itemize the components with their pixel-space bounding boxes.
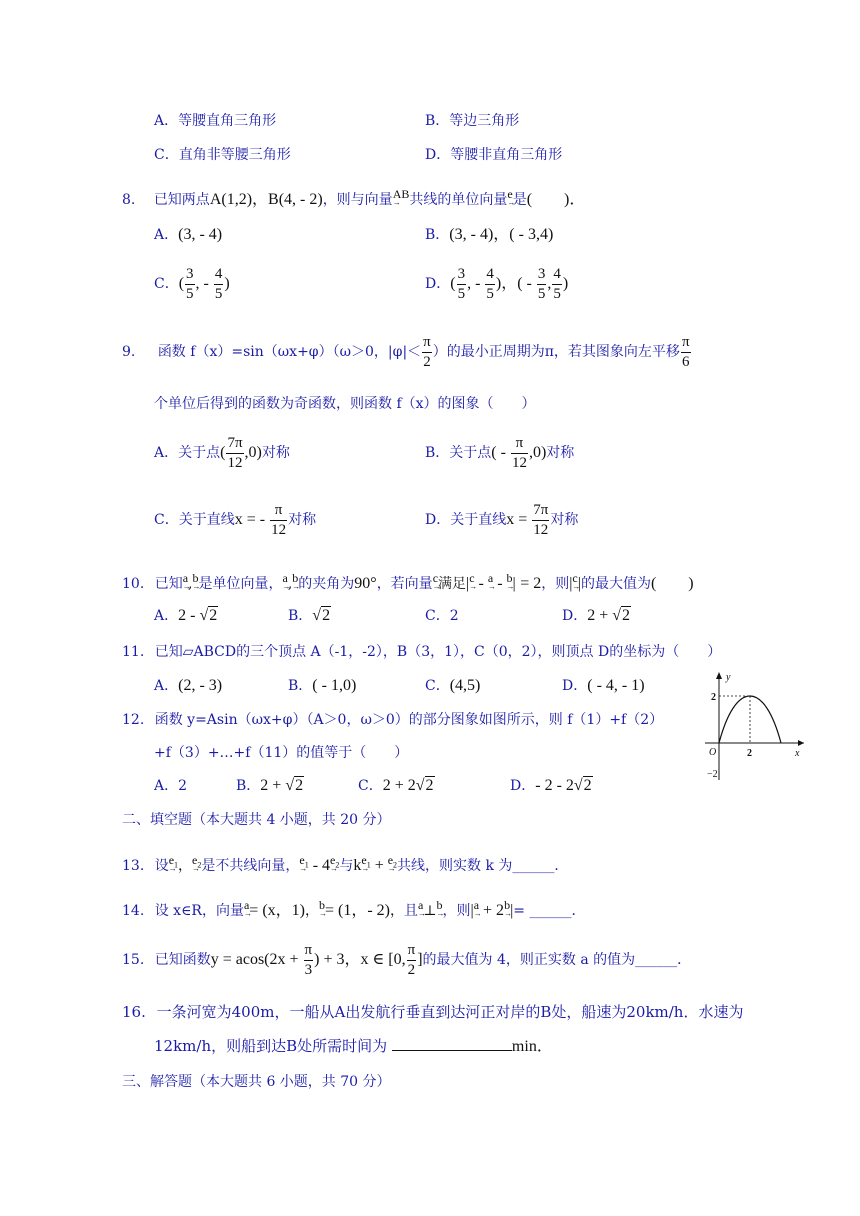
fraction: $\frac{\pi}{6}$: [681, 333, 690, 370]
section-3-heading: 三、解答题（本大题共 6 小题，共 70 分）: [122, 1074, 391, 1090]
section-2-heading: 二、填空题（本大题共 4 小题，共 20 分）: [122, 812, 391, 828]
q14-stem: 14. 设 x∈R，向量a →= (x，1)，b →= (1，- 2)，且a →⊥b →，则|a → + 2b →|= ______．: [122, 895, 585, 921]
q12-stem: 12. 函数 y=Asin（ωx+φ）（A＞0，ω＞0）的部分图象如图所示，则 f（1）+f（2）: [122, 712, 664, 728]
q11-number: 11.: [122, 644, 145, 660]
q11-option-b: B．( - 1,0): [288, 677, 357, 694]
fraction: $\frac{3}{5}$: [457, 265, 466, 302]
fraction: $\frac{\pi}{2}$: [407, 941, 416, 978]
fraction: $\frac{\pi}{3}$: [304, 941, 313, 978]
q9-option-c: C．关于直线x = - $\frac{\pi}{12}$ 对称: [154, 501, 317, 538]
fraction: $\frac{4}{5}$: [486, 265, 494, 302]
origin-label: O: [709, 747, 717, 758]
q9-option-a: A．关于点( $\frac{7\pi}{12}$ ,0)对称: [154, 434, 290, 471]
y-axis-arrow: [716, 672, 722, 679]
q8-option-b: B．(3, - 4)，( - 3,4): [425, 226, 554, 243]
x-axis-arrow: [798, 740, 804, 746]
fraction: $\frac{\pi}{12}$: [271, 501, 287, 538]
q8-option-d: D．( $\frac{3}{5}$ , - $\frac{4}{5}$ )，( - $\frac{3}{5}$ , $\frac{4}{5}$ ): [425, 265, 569, 302]
q9-option-b: B．关于点( - $\frac{\pi}{12}$ ,0)对称: [425, 434, 575, 471]
q15-number: 15.: [122, 952, 145, 968]
q11-option-a: A．(2, - 3): [154, 677, 223, 694]
q8-points: A(1,2)，B(4, - 2): [209, 191, 323, 208]
vector-ab: AB →: [393, 184, 410, 204]
q12-option-d: D．- 2 - 2√2: [510, 777, 592, 794]
q11-option-d: D．( - 4, - 1): [562, 677, 645, 694]
q10-stem: 10. 已知a →,b →是单位向量，a →,b →的夹角为90°，若向量c →满足|c → - a → - b →| = 2，则|c →|的最大值为( ): [122, 568, 694, 594]
x-axis-label: x: [795, 748, 800, 759]
q15-stem: 15. 已知函数y = acos(2x + $\frac{\pi}{3}$ ) + 3，x ∈ [0, $\frac{\pi}{2}$ ]的最大值为 4，则正实数 a 的值为______．: [122, 941, 692, 978]
y-tick-2: 2: [711, 692, 716, 703]
q9-stem: 9. 函数 f（x）=sin（ωx+φ）（ω＞0，|φ|＜ $\frac{\pi}{2}$ ）的最小正周期为π，若其图象向左平移 $\frac{\pi}{6}$: [122, 333, 690, 370]
q10-option-b: B．√2: [288, 607, 331, 624]
q8-number: 8.: [122, 192, 136, 208]
x-tick-2: 2: [747, 748, 752, 759]
q7-option-c: C．直角非等腰三角形: [154, 147, 291, 163]
q8-stem: 8. 已知两点A(1,2)，B(4, - 2)，则与向量AB →共线的单位向量e →是( )．: [122, 184, 585, 210]
q12-option-a: A．2: [154, 778, 188, 794]
q13-stem: 13. 设$e_1$ →，$e_2$ →是不共线向量，$e_1$ → - $4e_2$ →与$ke_1$ → + $e_2$ →共线，则实数 k 为______．: [122, 850, 568, 876]
y-axis-label: y: [726, 672, 731, 683]
q10-option-c: C．2: [425, 608, 459, 624]
q11-stem: 11. 已知▱ABCD的三个顶点 A（-1，-2），B（3，1），C（0，2），则顶点 D的坐标为（ ）: [122, 644, 722, 660]
q16-stem: 16. 一条河宽为400m，一船从A出发航行垂直到达河正对岸的B处，船速为20km/h．水速为: [122, 1003, 744, 1021]
fraction: $\frac{7\pi}{12}$: [533, 501, 549, 538]
q9-number: 9.: [122, 344, 136, 360]
q10-option-d: D．2 + √2: [562, 607, 631, 624]
fraction: $\frac{3}{5}$: [186, 265, 194, 302]
fraction: $\frac{4}{5}$: [553, 265, 561, 302]
q12-number: 12.: [122, 712, 145, 728]
fraction: $\frac{3}{5}$: [537, 265, 546, 302]
fraction: $\frac{4}{5}$: [214, 265, 223, 302]
q14-number: 14.: [122, 903, 145, 919]
y-tick-neg2: −2: [707, 769, 718, 780]
q11-option-c: C．(4,5): [425, 677, 481, 694]
q10-option-a: A．2 - √2: [154, 607, 218, 624]
q7-option-d: D．等腰非直角三角形: [425, 147, 563, 163]
q7-option-b: B．等边三角形: [425, 113, 520, 129]
q16-stem-line2: 12km/h，则船到达B处所需时间为 min．: [154, 1037, 553, 1055]
q9-stem-line2: 个单位后得到的函数为奇函数，则函数 f（x）的图象（ ）: [154, 396, 536, 412]
sine-curve: [719, 696, 781, 743]
q10-number: 10.: [122, 576, 145, 592]
q7-option-a: A．等腰直角三角形: [154, 113, 277, 129]
q16-number: 16.: [122, 1003, 146, 1021]
vector-e: e →: [507, 184, 512, 204]
q12-option-b: B．2 + √2: [236, 777, 304, 794]
q9-option-d: D．关于直线x = $\frac{7\pi}{12}$ 对称: [425, 501, 579, 538]
q8-option-c: C．( $\frac{3}{5}$ , - $\frac{4}{5}$ ): [154, 265, 230, 302]
answer-blank[interactable]: [392, 1050, 512, 1051]
q8-option-a: A．(3, - 4): [154, 226, 223, 243]
fraction: $\frac{7\pi}{12}$: [227, 434, 243, 471]
fraction: $\frac{\pi}{2}$: [423, 333, 431, 370]
q12-stem-line2: +f（3）+…+f（11）的值等于（ ）: [154, 745, 409, 761]
fraction: $\frac{\pi}{12}$: [511, 434, 527, 471]
q13-number: 13.: [122, 858, 145, 874]
q12-option-c: C．2 + 2√2: [358, 777, 434, 794]
q12-sine-graph: [700, 668, 810, 783]
